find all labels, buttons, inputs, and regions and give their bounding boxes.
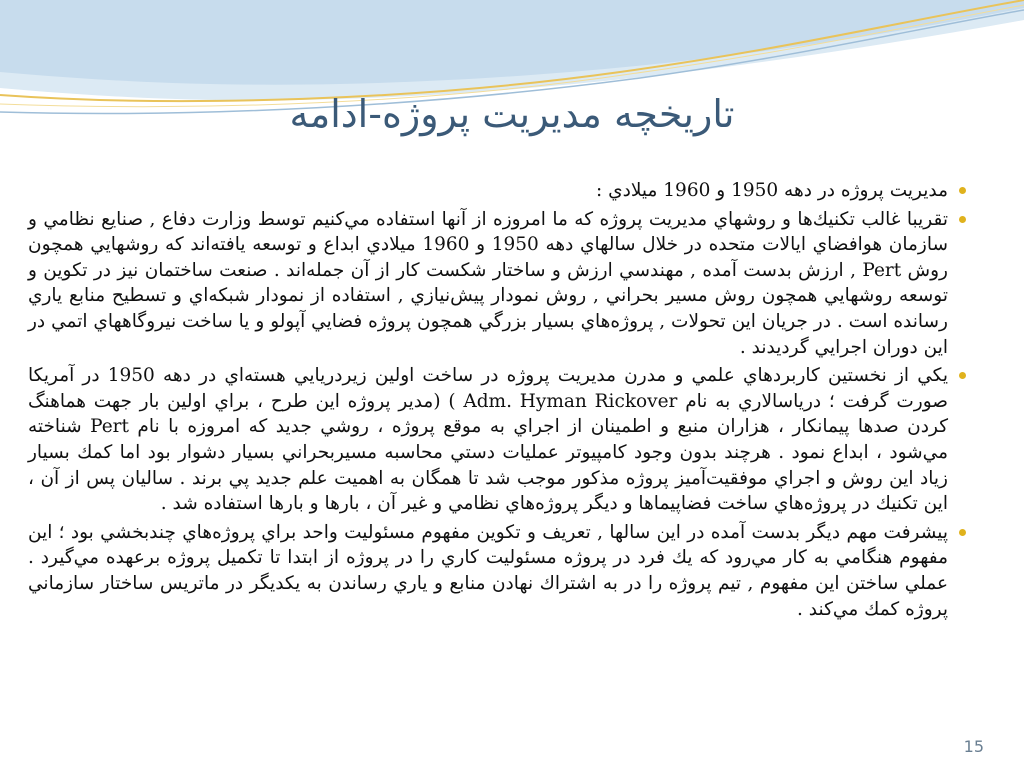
bullet-dot-icon <box>959 372 966 379</box>
bullet-text: پيشرفت مهم ديگر بدست آمده در اين سالها , تعريف و تكوين مفهوم مسئوليت واحد براي پروژه‌هاي چندبخشي بود ؛ اين مفهوم هنگامي به كار مي‌رود كه يك فرد در پروژه مسئوليت كاري را در پروژه از ابتدا تا تكميل پروژه برعهده مي‌گيرد . عملي ساختن اين مفهوم , تيم پروژه را در به اشتراك نهادن منابع و ياري رساندن به يكديگر در ماتريس ساختار سازماني پروژه كمك مي‌كند . <box>28 521 948 620</box>
bullet-dot-icon <box>959 216 966 223</box>
bullet-dot-icon <box>959 187 966 194</box>
list-item <box>28 178 966 204</box>
bullet-list <box>28 178 966 625</box>
bullet-dot-icon <box>959 529 966 536</box>
list-item <box>28 207 966 361</box>
bullet-text: مديريت پروژه در دهه 1950 و 1960 ميلادي : <box>596 180 948 201</box>
bullet-text: يكي از نخستين كاربردهاي علمي و مدرن مديريت پروژه در ساخت اولين زيردريايي هسته‌اي در دهه 1950 در آمريكا صورت گرفت ؛ درياسالاري به نام Adm. Hyman Rickover ) (مدير پروژه اين طرح ، براي اولين بار جهت هماهنگ كردن صدها پيمانكار ، هزاران منبع و اطمينان از اجراي به موقع پروژه ، روشي جديد كه امروزه با نام Pert شناخته مي‌شود ، ابداع نمود . هرچند بدون وجود كامپيوتر عمليات دستي محاسبه مسيربحراني بسيار دشوار بود اما كمك بسيار زياد اين روش و اجراي موفقيت‌آميز پروژه مذكور موجب شد تا همگان به اهميت علم جديد پي برند . ساليان پس از آن ، اين تكنيك در پروژه‌هاي ساخت فضاپيماها و ديگر پروژه‌هاي نظامي و غير آن ، بارها و بارها استفاده شد . <box>28 365 948 515</box>
page-number: 15 <box>963 737 984 756</box>
bullet-text: تقريبا غالب تكنيك‌ها و روشهاي مديريت پروژه كه ما امروزه از آنها استفاده مي‌كنيم توسط وزارت دفاع , صنايع نظامي و سازمان هوافضاي ايالات متحده در خلال سالهاي دهه 1950 و 1960 ميلادي ابداع و توسعه يافته‌اند كه روشهايي همچون روش Pert , ارزش بدست آمده , مهندسي ارزش و ساختار شكست كار از آن جمله‌اند . صنعت ساختمان نيز در تكوين و توسعه روشهايي همچون روش مسير بحراني , روش نمودار پيش‌نيازي , استفاده از نمودار شبكه‌اي و تسطيح منابع ياري رسانده است . در جريان اين تحولات , پروژه‌هاي بسيار بزرگي همچون پروژه فضايي آپولو و يا ساخت نيروگاههاي اتمي در اين دوران اجرايي گرديدند . <box>28 208 949 358</box>
list-item <box>28 363 966 517</box>
slide-title: تاريخچه مديريت پروژه-ادامه <box>289 92 735 136</box>
list-item <box>28 520 966 622</box>
